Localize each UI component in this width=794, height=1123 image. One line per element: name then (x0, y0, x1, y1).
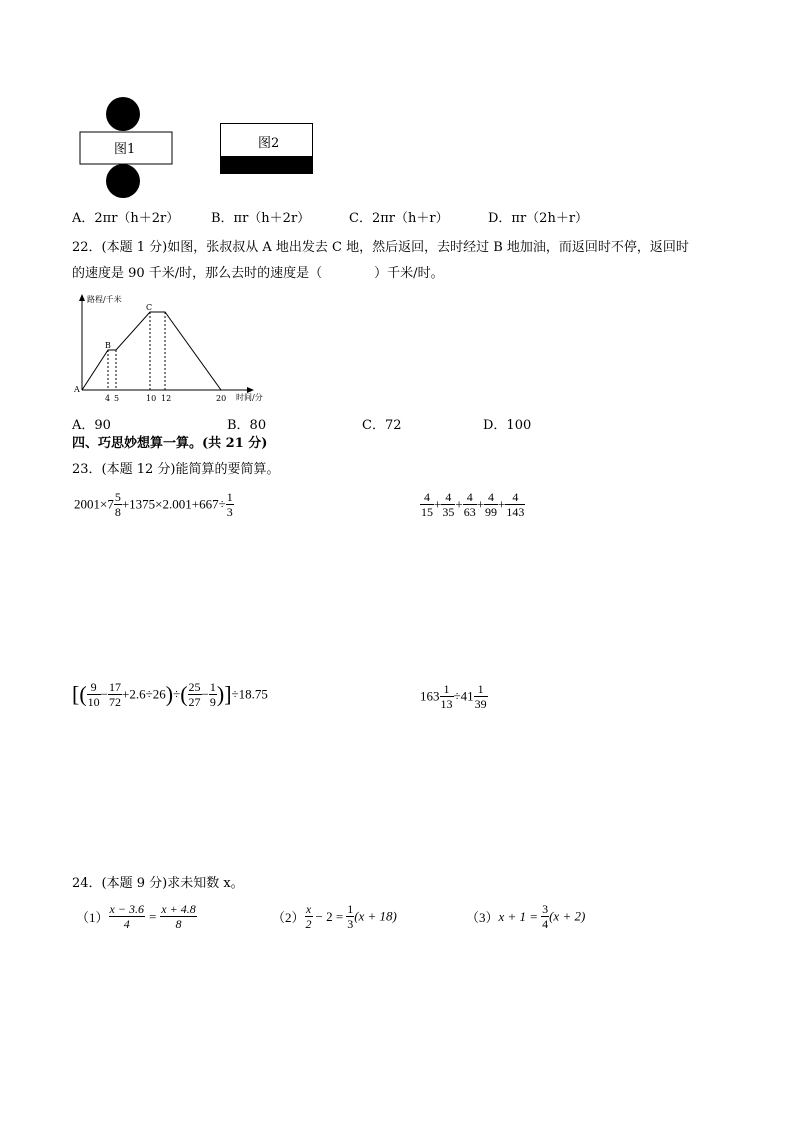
graph-point-c: C (146, 303, 153, 312)
e3-tail: ÷18.75 (231, 686, 268, 702)
p3-head: x + 1 = (498, 908, 539, 924)
e4-num-1: 1 (440, 682, 454, 697)
e1-den-1: 8 (114, 505, 121, 519)
graph-point-b: B (105, 341, 111, 350)
e4-whole-2: 41 (460, 688, 474, 704)
e4-den-1: 13 (440, 697, 453, 711)
e3-den-3: 27 (188, 695, 201, 709)
e1-part-b: +1375×2.001+667÷ (121, 496, 226, 512)
q21-option-a: A．2πr（h＋2r） (72, 211, 180, 226)
e3-num-4: 1 (209, 680, 216, 694)
p2-den-1: 2 (305, 917, 312, 931)
q23-expression-1 (74, 490, 234, 519)
e1-part-a: 2001×7 (74, 496, 114, 512)
q24-problem-2 (272, 902, 397, 931)
q22-option-d: D．100 (483, 418, 532, 433)
figure-1-label: 图1 (114, 142, 136, 157)
q23-expression-3 (72, 680, 268, 709)
e2-fraction-2 (441, 490, 455, 519)
right-paren: ) (165, 681, 174, 707)
plus-sign: + (434, 496, 442, 512)
p2-fraction-2 (346, 902, 354, 931)
q24-problem-1 (76, 902, 197, 931)
p3-num: 3 (542, 902, 549, 916)
e3-fraction-4 (209, 680, 217, 709)
figure-2 (220, 123, 314, 175)
q21-option-b: B．πr（h＋2r） (211, 211, 311, 226)
p3-den: 4 (542, 917, 549, 931)
e2-num: 4 (463, 490, 477, 505)
figure-2-label: 图2 (258, 136, 280, 151)
p1-den-1: 4 (123, 917, 130, 931)
e4-fraction-2 (474, 682, 488, 711)
graph-point-a: A (74, 385, 80, 394)
figure-1 (78, 96, 174, 198)
e3-fraction-3 (188, 680, 202, 709)
minus-sign-2: − (201, 686, 209, 702)
e3-num-3: 25 (188, 680, 201, 694)
graph-tick-5: 5 (114, 394, 120, 403)
graph-x-label: 时间/分 (236, 393, 263, 402)
p1-label: （1） (76, 910, 109, 925)
graph-svg (70, 292, 280, 408)
q23-intro: 23．(本题 12 分)能简算的要简算。 (72, 462, 280, 477)
graph-tick-12: 12 (161, 394, 172, 403)
e4-fraction-1 (440, 682, 454, 711)
e4-num-2: 1 (474, 682, 488, 697)
p3-fraction (541, 902, 549, 931)
divide-sign: ÷ (173, 686, 181, 702)
e2-fraction-1 (420, 490, 434, 519)
p1-num-2: x + 4.8 (161, 902, 196, 916)
e3-fraction-2 (108, 680, 122, 709)
e1-num-2: 1 (226, 490, 233, 504)
q22-distance-time-graph (70, 292, 280, 408)
left-bracket: [ (72, 681, 80, 707)
e2-fraction-3 (463, 490, 477, 519)
q23-expression-4 (420, 682, 488, 711)
e2-num: 4 (420, 490, 434, 505)
p2-middle: − 2 = (315, 908, 344, 924)
q22-option-c: C．72 (362, 418, 402, 433)
p2-den-2: 3 (347, 917, 354, 931)
e3-den-1: 10 (87, 695, 100, 709)
q24-intro: 24．(本题 9 分)求未知数 x。 (72, 876, 244, 891)
e4-whole-1: 163 (420, 688, 440, 704)
e2-den: 15 (421, 505, 433, 519)
left-paren-2: ( (180, 681, 188, 707)
right-paren-2: ) (216, 681, 225, 707)
e1-num-1: 5 (114, 490, 121, 504)
p2-label: （2） (272, 910, 305, 925)
p3-label: （3） (466, 910, 499, 925)
e3-num-1: 9 (87, 680, 101, 695)
plus-sign: + (476, 496, 485, 512)
e3-middle-term: +2.6÷26 (122, 686, 166, 702)
e2-den: 143 (506, 505, 525, 519)
q22-text-line1: 22．(本题 1 分)如图，张叔叔从 A 地出发去 C 地，然后返回，去时经过 B 地加油，而返回时不停，返回时 (72, 240, 689, 255)
e1-fraction-1 (114, 490, 122, 519)
q22-text-line2: 的速度是 90 千米/时，那么去时的速度是（ ）千米/时。 (72, 266, 444, 281)
e2-den: 35 (442, 505, 455, 519)
graph-y-label: 路程/千米 (87, 295, 122, 304)
graph-tick-10: 10 (146, 394, 157, 403)
e3-num-2: 17 (109, 680, 121, 694)
e2-den: 99 (485, 505, 498, 519)
e3-fraction-1 (87, 680, 101, 709)
e2-num: 4 (505, 490, 525, 505)
q22-option-a: A．90 (72, 418, 111, 433)
q24-problem-3 (466, 902, 585, 931)
e2-den: 63 (463, 505, 476, 519)
section-4-title: 四、巧思妙想算一算。(共 21 分) (72, 436, 268, 451)
e3-den-4: 9 (209, 695, 216, 709)
e4-den-2: 39 (474, 697, 487, 711)
left-paren: ( (79, 681, 87, 707)
p1-fraction-1 (109, 902, 145, 931)
p1-num-1: x − 3.6 (109, 902, 144, 916)
p2-tail: (x + 18) (354, 908, 397, 924)
e2-fraction-4 (484, 490, 498, 519)
p2-num-1: x (305, 902, 312, 916)
plus-sign: + (455, 496, 463, 512)
q23-expression-2 (420, 490, 525, 519)
q21-option-d: D．πr（2h＋r） (488, 211, 589, 226)
p2-fraction-1 (305, 902, 313, 931)
minus-sign: − (100, 686, 108, 702)
q22-option-b: B．80 (227, 418, 267, 433)
right-bracket: ] (224, 681, 232, 707)
p1-fraction-2 (160, 902, 196, 931)
divide-sign: ÷ (453, 688, 461, 704)
e2-num: 4 (484, 490, 498, 505)
graph-tick-4: 4 (105, 394, 111, 403)
p1-den-2: 8 (175, 917, 182, 931)
p2-num-2: 1 (347, 902, 354, 916)
e1-den-2: 3 (226, 505, 233, 519)
graph-tick-20: 20 (216, 394, 227, 403)
p3-tail: (x + 2) (549, 908, 586, 924)
plus-sign: + (498, 496, 506, 512)
e2-num: 4 (441, 490, 455, 505)
q21-option-c: C．2πr（h＋r） (349, 211, 449, 226)
e1-fraction-2 (226, 490, 234, 519)
e3-den-2: 72 (109, 695, 121, 709)
equals-sign: = (148, 908, 157, 924)
e2-fraction-5 (505, 490, 525, 519)
